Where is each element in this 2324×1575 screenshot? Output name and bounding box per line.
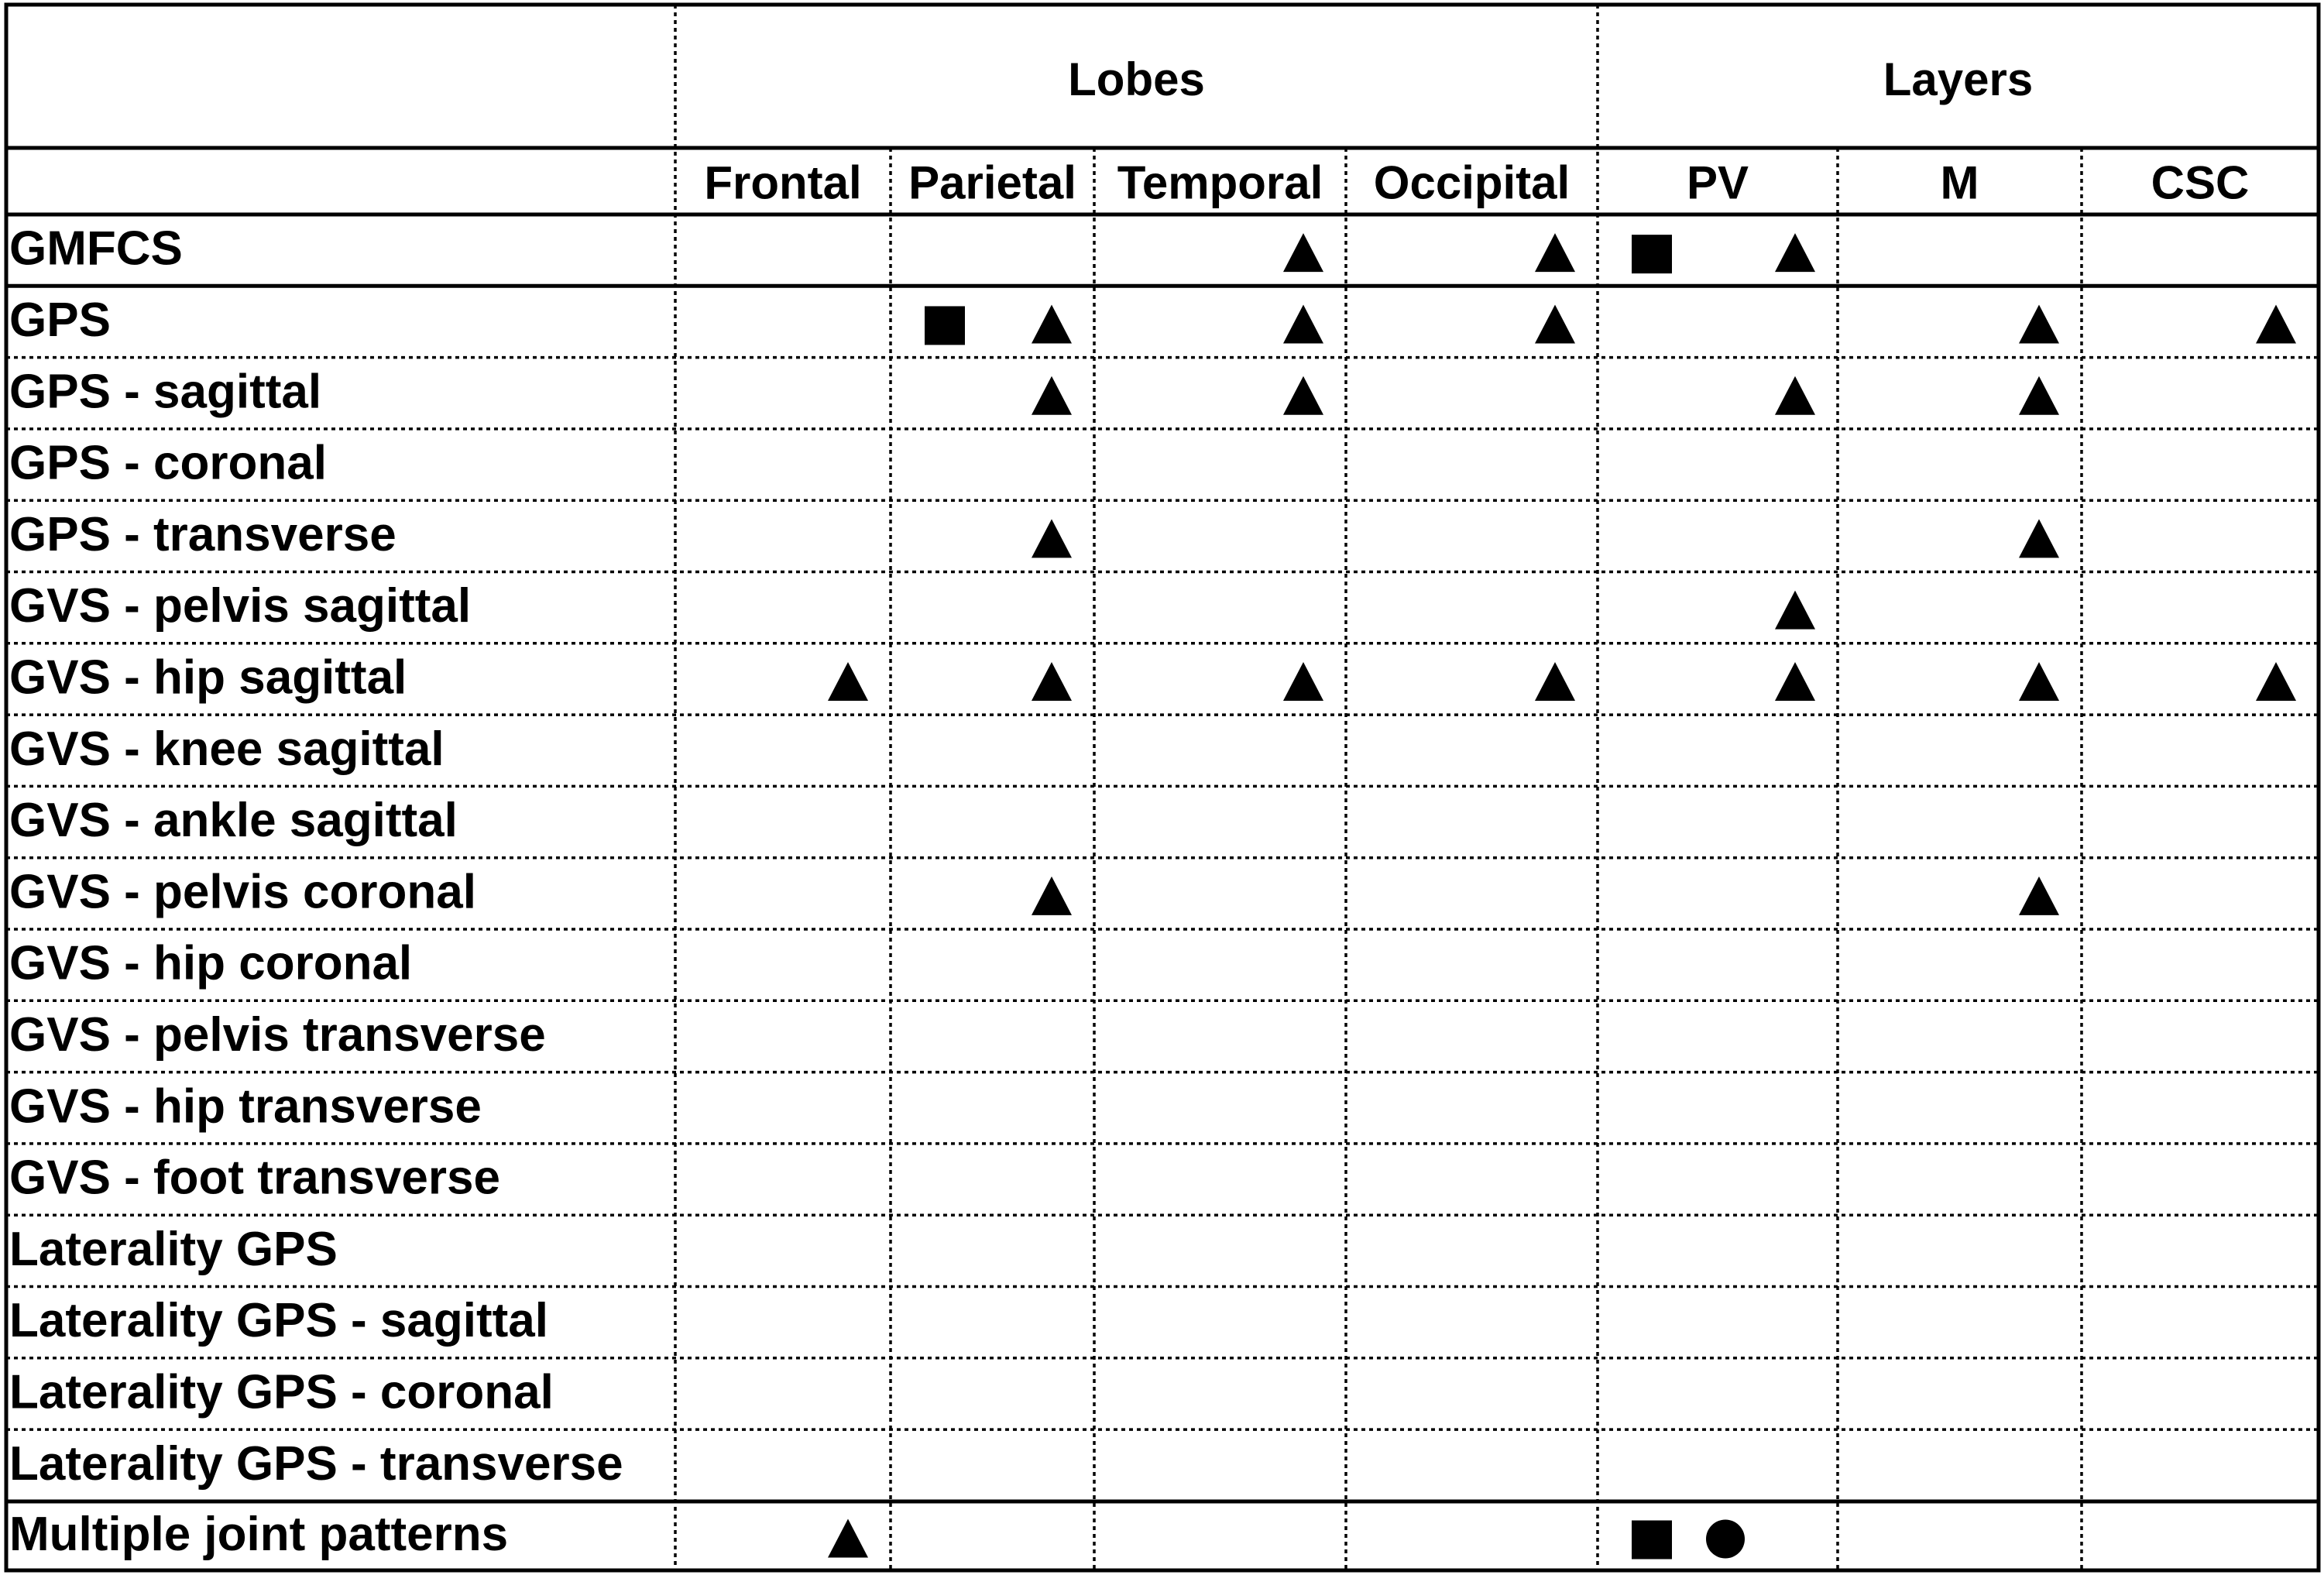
row-label: GVS - knee sagittal bbox=[9, 722, 445, 776]
row-label: GPS - sagittal bbox=[9, 365, 322, 419]
row-label: GPS - transverse bbox=[9, 507, 396, 561]
triangle-marker bbox=[828, 662, 868, 701]
triangle-marker bbox=[1775, 662, 1815, 701]
triangle-marker bbox=[2019, 376, 2059, 415]
triangle-marker bbox=[1283, 304, 1323, 343]
triangle-marker bbox=[2019, 304, 2059, 343]
row-label: Laterality GPS - transverse bbox=[9, 1436, 623, 1491]
triangle-marker bbox=[1032, 376, 1072, 415]
row-label: GPS bbox=[9, 293, 111, 347]
triangle-marker bbox=[2019, 519, 2059, 558]
row-label: GPS - coronal bbox=[9, 436, 327, 490]
group-header-layers: Layers bbox=[1883, 53, 2034, 105]
triangle-marker bbox=[1775, 376, 1815, 415]
square-marker bbox=[925, 306, 965, 345]
row-label: GVS - hip sagittal bbox=[9, 650, 407, 705]
triangle-marker bbox=[2256, 662, 2296, 701]
triangle-marker bbox=[1283, 376, 1323, 415]
row-label: GVS - pelvis transverse bbox=[9, 1007, 546, 1062]
row-label: Laterality GPS - coronal bbox=[9, 1365, 554, 1419]
row-label: GVS - foot transverse bbox=[9, 1151, 500, 1205]
triangle-marker bbox=[1032, 877, 1072, 915]
column-header-temporal: Temporal bbox=[1117, 156, 1323, 209]
triangle-marker bbox=[828, 1519, 868, 1558]
row-label: Multiple joint patterns bbox=[9, 1508, 509, 1561]
triangle-marker bbox=[1283, 233, 1323, 272]
row-label: Laterality GPS - sagittal bbox=[9, 1294, 548, 1348]
column-header-frontal: Frontal bbox=[704, 156, 862, 209]
row-label: GVS - pelvis coronal bbox=[9, 865, 476, 919]
column-header-csc: CSC bbox=[2151, 156, 2250, 209]
triangle-marker bbox=[1535, 662, 1575, 701]
column-header-m: M bbox=[1940, 156, 1979, 209]
triangle-marker bbox=[1032, 304, 1072, 343]
row-label: Laterality GPS bbox=[9, 1222, 338, 1276]
square-marker bbox=[1632, 235, 1672, 273]
triangle-marker bbox=[1535, 304, 1575, 343]
triangle-marker bbox=[1032, 519, 1072, 558]
triangle-marker bbox=[2019, 662, 2059, 701]
column-header-parietal: Parietal bbox=[908, 156, 1076, 209]
triangle-marker bbox=[1032, 662, 1072, 701]
column-header-occipital: Occipital bbox=[1373, 156, 1571, 209]
triangle-marker bbox=[1535, 233, 1575, 272]
square-marker bbox=[1632, 1521, 1672, 1560]
row-label: GVS - hip coronal bbox=[9, 936, 413, 990]
row-label: GVS - pelvis sagittal bbox=[9, 579, 472, 633]
triangle-marker bbox=[2256, 304, 2296, 343]
row-label: GVS - ankle sagittal bbox=[9, 794, 458, 848]
row-label: GMFCS bbox=[9, 221, 183, 276]
row-label: GVS - hip transverse bbox=[9, 1079, 482, 1134]
circle-marker bbox=[1706, 1520, 1745, 1559]
triangle-marker bbox=[1283, 662, 1323, 701]
triangle-marker bbox=[1775, 233, 1815, 272]
triangle-marker bbox=[1775, 591, 1815, 630]
column-header-pv: PV bbox=[1686, 156, 1749, 209]
triangle-marker bbox=[2019, 877, 2059, 915]
group-header-lobes: Lobes bbox=[1068, 53, 1205, 105]
